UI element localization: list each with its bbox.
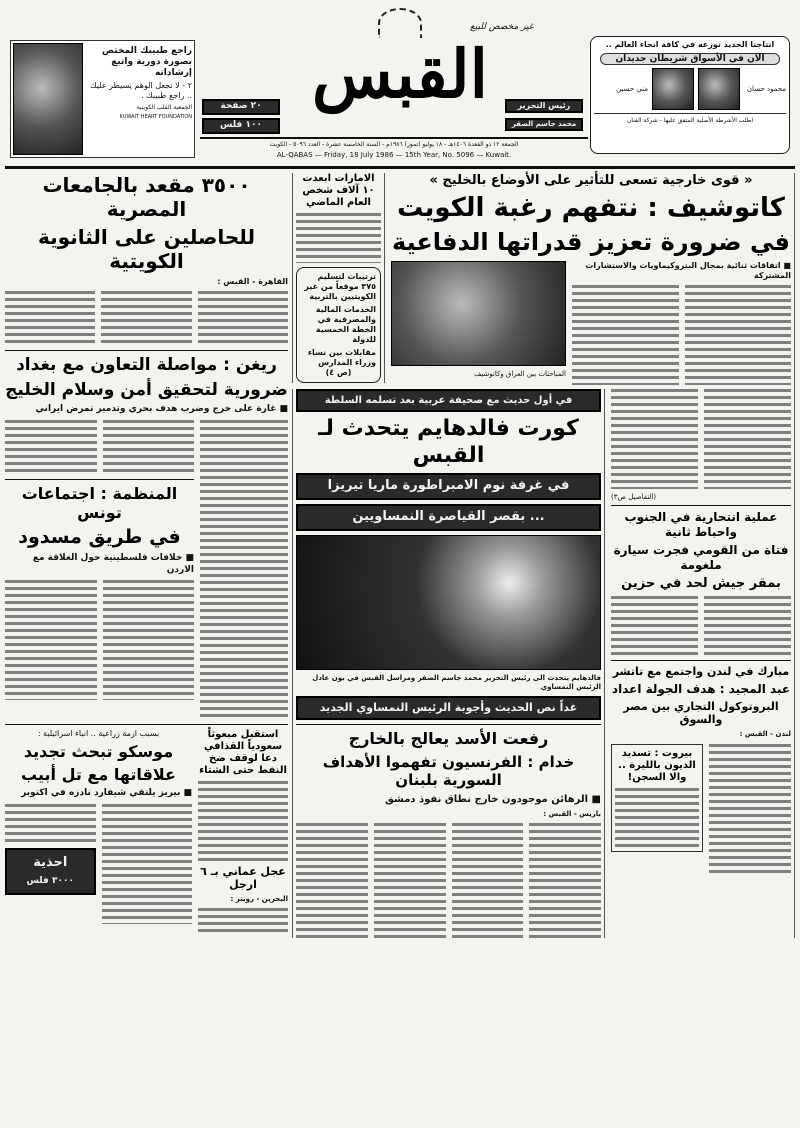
moscow-body-col	[5, 804, 96, 895]
bottom-left-row	[5, 729, 288, 936]
calf-body	[198, 908, 288, 936]
lead-headline: كاتوشيف : نتفهم رغبة الكويت	[397, 192, 785, 223]
lead-body-cols	[572, 285, 791, 385]
sidebar	[292, 173, 385, 383]
mubarak-body	[709, 744, 791, 874]
reagan-body-row	[5, 420, 194, 475]
sidebar-bullet: ترتيبات لتسليم ٣٧٥ موقعاً من غير الكويتيين بالتربية	[304, 272, 376, 301]
moscow-column	[5, 729, 192, 924]
asad-body-row	[296, 823, 601, 938]
tunis-subhead: ■ خلافات فلسطينية حول العلاقة مع الاردن	[32, 553, 194, 575]
tunis-body-row	[5, 580, 194, 700]
sidebar-box	[296, 267, 381, 383]
mubarak-headline: مبارك في لندن واجتمع مع تاتشر	[612, 664, 790, 678]
heart-foundation-ad	[10, 40, 195, 158]
singer-photo	[652, 68, 694, 110]
mubarak-headline: عبد المجيد : هدف الجولة اعداد	[611, 681, 791, 696]
asad-headline: خدام : الفرنسيون تفهموا الأهداف السورية بلبنان	[322, 752, 575, 789]
top-row	[292, 173, 791, 385]
reagan-body	[5, 420, 97, 475]
second-row	[292, 389, 791, 937]
singer-photo	[698, 68, 740, 110]
lead-text-col	[572, 261, 791, 386]
interview-tomorrow: غداً نص الحديث وأجوبة الرئيس النمساوي الجديد	[296, 696, 601, 720]
moscow-headline: موسكو تبحث تجديد	[23, 741, 174, 761]
universities-dateline: القاهرة - القبس :	[217, 277, 288, 286]
lead-body-row	[391, 261, 791, 386]
moscow-subhead: ■ بيريز يلتقي شيفارد نادزه في اكتوبر	[21, 788, 192, 799]
lead-caption: المباحثات بين العراق وكاتوشيف	[474, 369, 566, 378]
asad-dateline: باريس - القبس :	[543, 809, 601, 818]
music-tapes-ad	[590, 36, 790, 154]
sidebar-bullet: الخدمات المالية والمصرفية في الخطة الخمسية للدولة	[315, 305, 376, 344]
sidebar-ref: (ص ٤)	[325, 368, 352, 377]
lead-photo	[391, 261, 566, 366]
calf-headline: عجل عماني بـ ٦ ارجل	[200, 864, 286, 892]
rule	[5, 479, 194, 480]
newspaper-logo: القبس	[312, 35, 488, 113]
reagan-subhead: ■ غارة على خرج وضرب هدف بحري وتدمير تمرض ايراني	[35, 404, 288, 415]
lead-body	[685, 285, 792, 385]
moscow-kicker: بسبب ازمة زراعية .. انباء اسرائيلية :	[37, 728, 160, 738]
editor-name: محمد جاسم الصقر	[505, 118, 583, 131]
beirut-headline: بيروت : تسديد الديون بالليرة .. والا السجن!	[618, 747, 696, 783]
universities-headline: ٣٥٠٠ مقعد بالجامعات المصرية	[42, 173, 251, 221]
asad-body	[296, 823, 368, 938]
interview-kicker: في أول حديث مع صحيفة عربية بعد تسلمه السلطة	[296, 389, 601, 412]
ad-text: انتاجنا الجديد نوزعه في كافة انحاء العالم ..	[605, 40, 775, 49]
mubarak-body-row	[611, 744, 791, 874]
hand-stethoscope-image	[13, 43, 83, 155]
mubarak-dateline: لندن - القبس :	[739, 730, 791, 739]
sidebar-bullet: مقابلات بين نساء وزراء المدارس	[307, 348, 376, 367]
sun-emblem-icon	[378, 8, 422, 38]
tunis-column	[5, 420, 194, 701]
masthead-rule	[200, 137, 588, 139]
ad-title: احذية	[33, 854, 68, 870]
gaddafi-column	[198, 729, 288, 936]
ad-org: الجمعية القلب الكويتية	[136, 103, 192, 111]
tunis-body	[5, 580, 97, 700]
universities-body	[101, 291, 191, 346]
lead-kicker: « قوى خارجية تسعى للتأثير على الأوضاع بالخليج »	[429, 173, 753, 188]
gaddafi-body	[198, 781, 288, 861]
lebanon-body-row	[611, 596, 791, 656]
main-area	[292, 173, 795, 938]
left-column	[5, 173, 288, 936]
lead-story	[391, 173, 791, 385]
asad-headline: رفعت الأسد يعالج بالخارج	[348, 729, 549, 749]
sidebar-headline: الامارات ابعدت ١٠ آلاف شخص العام الماضي	[302, 173, 375, 208]
tunis-headline: في طريق مسدود	[18, 526, 181, 549]
mubarak-headline: البروتوكول التجاري بين مصر والسوق	[623, 700, 779, 727]
universities-headline: للحاصلين على الثانوية الكويتية	[38, 225, 255, 273]
universities-body	[198, 291, 288, 346]
beirut-box	[611, 744, 703, 852]
slogan: غير مخصص للبيع	[470, 22, 534, 32]
singer-name: مني حسين	[616, 84, 648, 93]
lead-body	[572, 285, 679, 385]
interview-headline: كورت فالدهايم يتحدث لـ القبس	[318, 416, 579, 468]
reagan-headline: ضرورية لتحقيق أمن وسلام الخليج	[5, 379, 288, 400]
ad-text: ٢ - لا تجعل الوهم يسيطر عليك .. راجع طبيبك .	[90, 81, 192, 100]
moscow-body-row	[5, 804, 192, 924]
sidebar-body	[296, 213, 381, 263]
lead-ref: (التفاصيل ص٣)	[611, 493, 657, 502]
interview-caption: فالدهايم يتحدث الى رئيس التحرير محمد جاسم الصقر ومراسل القبس في بون عادل الرئيس النمساوي	[312, 673, 601, 692]
rule	[296, 724, 601, 725]
ad-text: الآن في الأسواق شريطان جديدان	[600, 53, 780, 65]
universities-body-row	[5, 291, 288, 346]
lead-subhead: ■ اتفاقات ثنائية بمجال البتروكيماويات والاستشارات المشتركة	[585, 260, 791, 280]
beirut-body	[615, 788, 699, 848]
lead-headline: في ضرورة تعزيز قدراتها الدفاعية	[392, 227, 790, 256]
lebanon-body	[704, 596, 791, 656]
shoes-ad	[5, 848, 96, 895]
top-rule	[5, 166, 795, 169]
tunis-headline: المنظمة : اجتماعات تونس	[21, 483, 178, 523]
rule	[611, 505, 791, 506]
rule	[5, 724, 288, 725]
center-column	[292, 389, 605, 937]
rule	[5, 350, 288, 351]
tunis-body	[103, 580, 195, 700]
lead-photo-col	[391, 261, 566, 378]
reagan-headline: ريغن : مواصلة التعاون مع بغداد	[16, 355, 277, 376]
waldheim-photo	[296, 535, 601, 670]
ad-price: ٣٠٠٠ فلس	[26, 875, 74, 886]
moscow-headline: علاقاتها مع تل أبيب	[21, 765, 176, 785]
lead-body	[704, 389, 791, 489]
interview-bar: في غرفة نوم الامبراطورة ماريا تيريزا	[296, 473, 601, 500]
rule	[611, 660, 791, 661]
reagan-body	[200, 420, 288, 720]
page-count: ٢٠ صفحة	[202, 99, 280, 115]
reagan-tunis-row	[5, 420, 288, 720]
ad-org-en: KUWAIT HEART FOUNDATION	[119, 113, 192, 120]
right-column	[611, 389, 791, 873]
ad-text-column	[87, 43, 192, 155]
asad-body	[452, 823, 524, 938]
price: ١٠٠ فلس	[202, 118, 280, 134]
ad-text: راجع طبيبك المختص بصورة دورية واتبع إرشاداته	[102, 46, 192, 78]
editor-title: رئيس التحرير	[505, 99, 583, 113]
singer-name: محمود حسان	[746, 84, 786, 93]
asad-body	[374, 823, 446, 938]
ad-footer: اطلب الأشرطة الأصلية المتفق عليها - شركة الفنان	[594, 113, 786, 124]
gaddafi-headline: استقبل مبعوثاً سعودياً القذافي دعا لوقف ضخ النفط حتى الشتاء	[199, 728, 287, 776]
moscow-body	[5, 804, 96, 844]
dateline-english: AL-QABAS — Friday, 18 July 1986 — 15th Year, No. 5096 — Kuwait.	[276, 151, 512, 159]
calf-dateline: البحرين - رويتر :	[230, 895, 288, 904]
lebanon-headline: بمقر جيش لحد في حزين	[621, 575, 781, 591]
lebanon-headline: عملية انتحارية في الجنوب واحباط ثانية	[624, 510, 778, 539]
asad-subhead: ■ الرهائن موجودون خارج نطاق نفوذ دمشق	[385, 793, 601, 805]
asad-body	[529, 823, 601, 938]
moscow-body	[102, 804, 193, 924]
universities-body	[5, 291, 95, 346]
singers-row	[594, 68, 786, 110]
reagan-body	[103, 420, 195, 475]
lead-continued	[611, 389, 791, 489]
lebanon-headline: فتاة من القومي فجرت سيارة ملغومة	[613, 543, 789, 572]
interview-bar: ... بقصر القياصرة النمساويين	[296, 504, 601, 531]
lebanon-body	[611, 596, 698, 656]
lead-body	[611, 389, 698, 489]
dateline-arabic: الجمعة ١٢ ذو القعدة ١٤٠٦هـ - ١٨ يوليو (تموز) ١٩٨٦م - السنة الخامسة عشرة - العدد ٥٠٩٦ - الكويت	[269, 141, 519, 148]
